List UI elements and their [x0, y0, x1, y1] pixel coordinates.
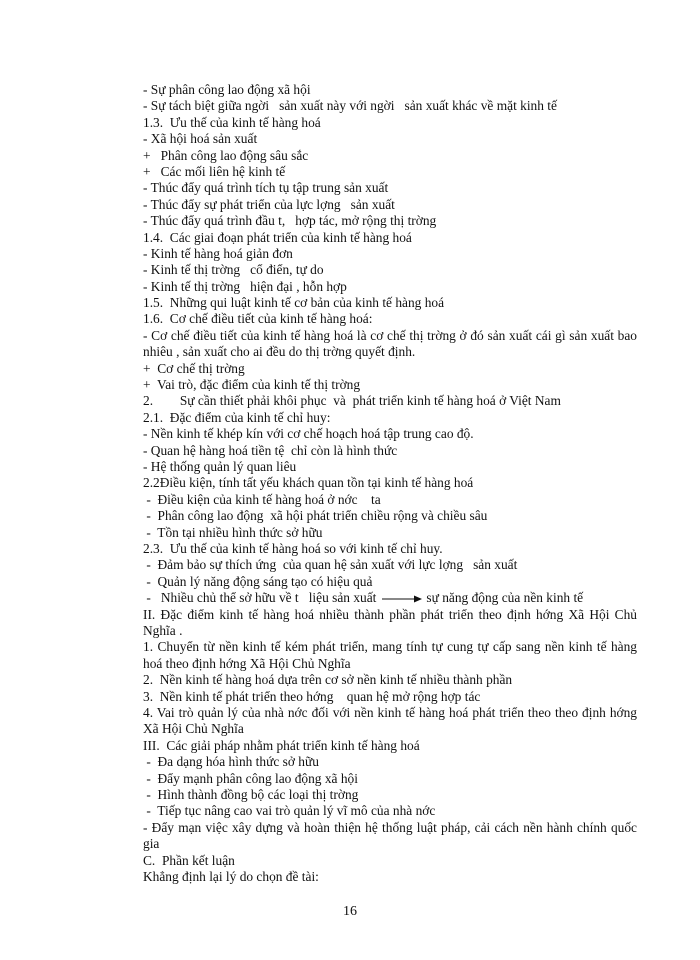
text-line: - Tiếp tục nâng cao vai trò quản lý vĩ mô của nhà nớc	[143, 803, 436, 819]
text-line: + Cơ chế thị trờng	[143, 360, 245, 376]
text-line: - Thúc đẩy quá trình đầu t, hợp tác, mở rộng thị trờng	[143, 213, 437, 229]
text-line: 3. Nền kinh tế phát triển theo hớng quan hệ mở rộng hợp tác	[143, 688, 481, 704]
text-line: 2. Nền kinh tế hàng hoá dựa trên cơ sở nền kinh tế nhiều thành phần	[143, 672, 513, 688]
arrow-line-start: - Nhiều chủ thể sở hữu về t liệu sản xuất	[143, 590, 377, 606]
section-heading: 1.6. Cơ chế điều tiết của kinh tế hàng hoá:	[143, 311, 373, 327]
text-line: - Xã hội hoá sản xuất	[143, 131, 258, 147]
text-line: - Thúc đẩy sự phát triển của lực lợng sản xuất	[143, 196, 395, 212]
section-heading: 2.2Điều kiện, tính tất yếu khách quan tồn tại kinh tế hàng hoá	[143, 475, 474, 491]
text-line: - Nền kinh tế khép kín với cơ chế hoạch hoá tập trung cao độ.	[143, 426, 474, 442]
text-line: - Hình thành đồng bộ các loại thị trờng	[143, 786, 359, 802]
section-heading: 2.1. Đặc điểm của kinh tế chỉ huy:	[143, 409, 331, 425]
text-line: - Đảm bảo sự thích ứng của quan hệ sản xuất với lực lợng sản xuất	[143, 557, 518, 573]
section-heading: C. Phần kết luận	[143, 852, 235, 868]
text-line: - Kinh tế hàng hoá giản đơn	[143, 245, 293, 261]
text-line: - Phân công lao động xã hội phát triển chiều rộng và chiều sâu	[143, 508, 488, 524]
text-line: - Đẩy mạnh phân công lao động xã hội	[143, 770, 358, 786]
page-body	[143, 82, 637, 885]
text-line: + Vai trò, đặc điểm của kinh tế thị trờng	[143, 377, 361, 393]
arrow-paragraph	[143, 590, 637, 606]
section-heading: 2. Sự cần thiết phải khôi phục và phát triển kinh tế hàng hoá ở Việt Nam	[143, 393, 561, 409]
text-line: - Quan hệ hàng hoá tiền tệ chỉ còn là hình thức	[143, 442, 398, 458]
paragraph: 1. Chuyển từ nền kinh tế kém phát triển, mang tính tự cung tự cấp sang nền kinh tế hàng hoá theo định hớng Xã Hội Chủ Nghĩa	[143, 639, 637, 671]
section-heading: 1.5. Những qui luật kinh tế cơ bản của kinh tế hàng hoá	[143, 295, 445, 311]
paragraph: 4. Vai trò quản lý của nhà nớc đối với nền kinh tế hàng hoá phát triển theo theo định hớng Xã Hội Chủ Nghĩa	[143, 704, 637, 737]
text-line: - Tồn tại nhiều hình thức sở hữu	[143, 524, 323, 540]
section-heading: 1.4. Các giai đoạn phát triển của kinh tế hàng hoá	[143, 229, 412, 245]
text-line: - Hệ thống quản lý quan liêu	[143, 459, 297, 475]
arrow-right-icon	[382, 595, 422, 603]
text-line: Khẳng định lại lý do chọn đề tài:	[143, 868, 319, 884]
text-line: + Phân công lao động sâu sắc	[143, 147, 309, 163]
paragraph: - Đẩy mạn việc xây dựng và hoàn thiện hệ thống luật pháp, cải cách nền hành chính quốc gia	[143, 819, 637, 852]
text-line: - Kinh tế thị trờng cổ điển, tự do	[143, 262, 324, 278]
arrow-line-end: sự năng động của nền kinh tế	[426, 590, 584, 606]
text-line: + Các mối liên hệ kinh tế	[143, 163, 286, 179]
text-line: - Kinh tế thị trờng hiện đại , hỗn hợp	[143, 278, 347, 294]
text-line: - Quản lý năng động sáng tạo có hiệu quả	[143, 573, 373, 589]
text-line: - Sự phân công lao động xã hội	[143, 82, 311, 97]
page-number: 16	[343, 904, 357, 919]
section-heading: II. Đặc điểm kinh tế hàng hoá nhiều thành phần phát triển theo định hớng Xã Hội Chủ Nghĩa .	[143, 606, 637, 638]
text-line: - Sự tách biệt giữa ngời sản xuất này với ngời sản xuất khác về mặt kinh tế	[143, 98, 557, 114]
section-heading: 1.3. Ưu thế của kinh tế hàng hoá	[143, 114, 321, 130]
paragraph: - Cơ chế điều tiết của kinh tế hàng hoá là cơ chế thị trờng ở đó sản xuất cái gì sản xuất bao nhiêu , sản xuất cho ai đều do thị trờng quyết định.	[143, 327, 637, 360]
text-line: - Thúc đẩy quá trình tích tụ tập trung sản xuất	[143, 180, 389, 196]
text-line: - Điều kiện của kinh tế hàng hoá ở nớc ta	[143, 491, 381, 507]
text-line: - Đa dạng hóa hình thức sở hữu	[143, 754, 319, 770]
section-heading: 2.3. Ưu thế của kinh tế hàng hoá so với kinh tế chỉ huy.	[143, 540, 443, 556]
section-heading: III. Các giải pháp nhằm phát triển kinh tế hàng hoá	[143, 737, 420, 753]
